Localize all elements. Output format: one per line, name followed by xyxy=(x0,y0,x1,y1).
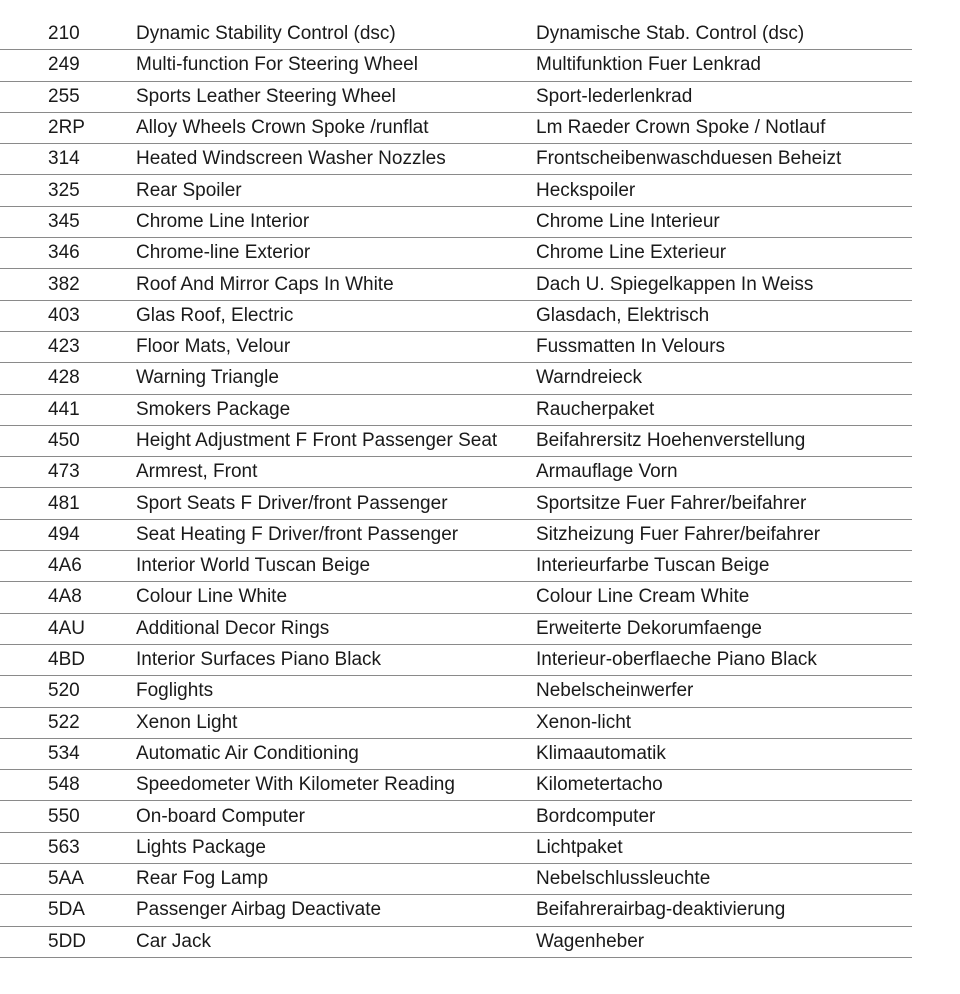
option-english-name: Dynamic Stability Control (dsc) xyxy=(136,19,536,50)
option-english-name: Car Jack xyxy=(136,926,536,957)
table-row xyxy=(0,50,912,81)
option-code: 325 xyxy=(0,175,136,206)
option-code: 494 xyxy=(0,519,136,550)
option-english-name: Rear Spoiler xyxy=(136,175,536,206)
option-code: 5AA xyxy=(0,864,136,895)
option-english-name: Colour Line White xyxy=(136,582,536,613)
option-english-name: Floor Mats, Velour xyxy=(136,331,536,362)
table-row xyxy=(0,738,912,769)
option-german-name: Interieur-oberflaeche Piano Black xyxy=(536,644,912,675)
options-table-body xyxy=(0,19,912,957)
option-english-name: Multi-function For Steering Wheel xyxy=(136,50,536,81)
table-row xyxy=(0,331,912,362)
table-row xyxy=(0,770,912,801)
table-row xyxy=(0,676,912,707)
table-row xyxy=(0,488,912,519)
option-code: 548 xyxy=(0,770,136,801)
option-german-name: Heckspoiler xyxy=(536,175,912,206)
option-german-name: Dach U. Spiegelkappen In Weiss xyxy=(536,269,912,300)
option-english-name: Foglights xyxy=(136,676,536,707)
option-code: 255 xyxy=(0,81,136,112)
option-english-name: Chrome Line Interior xyxy=(136,206,536,237)
option-english-name: Glas Roof, Electric xyxy=(136,300,536,331)
option-code: 450 xyxy=(0,425,136,456)
table-row xyxy=(0,19,912,50)
option-german-name: Lm Raeder Crown Spoke / Notlauf xyxy=(536,112,912,143)
option-code: 481 xyxy=(0,488,136,519)
option-english-name: Seat Heating F Driver/front Passenger xyxy=(136,519,536,550)
option-german-name: Sitzheizung Fuer Fahrer/beifahrer xyxy=(536,519,912,550)
option-german-name: Glasdach, Elektrisch xyxy=(536,300,912,331)
option-german-name: Nebelscheinwerfer xyxy=(536,676,912,707)
option-code: 210 xyxy=(0,19,136,50)
option-german-name: Chrome Line Interieur xyxy=(536,206,912,237)
table-row xyxy=(0,551,912,582)
option-german-name: Multifunktion Fuer Lenkrad xyxy=(536,50,912,81)
option-code: 441 xyxy=(0,394,136,425)
option-german-name: Interieurfarbe Tuscan Beige xyxy=(536,551,912,582)
option-english-name: Roof And Mirror Caps In White xyxy=(136,269,536,300)
option-code: 520 xyxy=(0,676,136,707)
option-code: 522 xyxy=(0,707,136,738)
table-row xyxy=(0,644,912,675)
option-german-name: Frontscheibenwaschduesen Beheizt xyxy=(536,144,912,175)
options-table xyxy=(0,19,912,958)
option-english-name: Alloy Wheels Crown Spoke /runflat xyxy=(136,112,536,143)
option-english-name: Automatic Air Conditioning xyxy=(136,738,536,769)
option-english-name: Warning Triangle xyxy=(136,363,536,394)
option-german-name: Beifahrerairbag-deaktivierung xyxy=(536,895,912,926)
option-german-name: Colour Line Cream White xyxy=(536,582,912,613)
option-german-name: Bordcomputer xyxy=(536,801,912,832)
option-german-name: Klimaautomatik xyxy=(536,738,912,769)
option-code: 346 xyxy=(0,238,136,269)
option-english-name: Passenger Airbag Deactivate xyxy=(136,895,536,926)
option-code: 4A8 xyxy=(0,582,136,613)
table-row xyxy=(0,582,912,613)
table-row xyxy=(0,801,912,832)
table-row xyxy=(0,175,912,206)
table-row xyxy=(0,206,912,237)
option-german-name: Kilometertacho xyxy=(536,770,912,801)
option-code: 314 xyxy=(0,144,136,175)
option-english-name: Chrome-line Exterior xyxy=(136,238,536,269)
table-row xyxy=(0,112,912,143)
option-german-name: Fussmatten In Velours xyxy=(536,331,912,362)
option-code: 534 xyxy=(0,738,136,769)
option-english-name: Height Adjustment F Front Passenger Seat xyxy=(136,425,536,456)
option-german-name: Xenon-licht xyxy=(536,707,912,738)
table-row xyxy=(0,81,912,112)
table-row xyxy=(0,144,912,175)
table-row xyxy=(0,832,912,863)
table-row xyxy=(0,238,912,269)
table-row xyxy=(0,926,912,957)
table-row xyxy=(0,269,912,300)
option-german-name: Warndreieck xyxy=(536,363,912,394)
table-row xyxy=(0,457,912,488)
option-german-name: Chrome Line Exterieur xyxy=(536,238,912,269)
option-english-name: Lights Package xyxy=(136,832,536,863)
option-english-name: Interior World Tuscan Beige xyxy=(136,551,536,582)
option-english-name: On-board Computer xyxy=(136,801,536,832)
option-code: 4BD xyxy=(0,644,136,675)
option-german-name: Nebelschlussleuchte xyxy=(536,864,912,895)
table-row xyxy=(0,613,912,644)
option-english-name: Interior Surfaces Piano Black xyxy=(136,644,536,675)
table-row xyxy=(0,707,912,738)
option-german-name: Erweiterte Dekorumfaenge xyxy=(536,613,912,644)
table-row xyxy=(0,425,912,456)
table-row xyxy=(0,394,912,425)
option-english-name: Armrest, Front xyxy=(136,457,536,488)
option-code: 5DA xyxy=(0,895,136,926)
option-english-name: Additional Decor Rings xyxy=(136,613,536,644)
option-code: 5DD xyxy=(0,926,136,957)
option-english-name: Xenon Light xyxy=(136,707,536,738)
option-english-name: Sports Leather Steering Wheel xyxy=(136,81,536,112)
option-code: 4AU xyxy=(0,613,136,644)
option-code: 428 xyxy=(0,363,136,394)
option-german-name: Raucherpaket xyxy=(536,394,912,425)
table-row xyxy=(0,895,912,926)
table-row xyxy=(0,864,912,895)
table-row xyxy=(0,363,912,394)
option-code: 249 xyxy=(0,50,136,81)
option-code: 2RP xyxy=(0,112,136,143)
option-german-name: Dynamische Stab. Control (dsc) xyxy=(536,19,912,50)
option-german-name: Beifahrersitz Hoehenverstellung xyxy=(536,425,912,456)
option-english-name: Rear Fog Lamp xyxy=(136,864,536,895)
option-english-name: Speedometer With Kilometer Reading xyxy=(136,770,536,801)
option-code: 550 xyxy=(0,801,136,832)
option-code: 4A6 xyxy=(0,551,136,582)
option-code: 423 xyxy=(0,331,136,362)
option-german-name: Wagenheber xyxy=(536,926,912,957)
option-code: 345 xyxy=(0,206,136,237)
table-row xyxy=(0,519,912,550)
option-german-name: Armauflage Vorn xyxy=(536,457,912,488)
option-code: 473 xyxy=(0,457,136,488)
option-code: 403 xyxy=(0,300,136,331)
option-german-name: Sportsitze Fuer Fahrer/beifahrer xyxy=(536,488,912,519)
option-code: 382 xyxy=(0,269,136,300)
table-row xyxy=(0,300,912,331)
option-code: 563 xyxy=(0,832,136,863)
option-german-name: Sport-lederlenkrad xyxy=(536,81,912,112)
option-german-name: Lichtpaket xyxy=(536,832,912,863)
option-english-name: Sport Seats F Driver/front Passenger xyxy=(136,488,536,519)
option-english-name: Heated Windscreen Washer Nozzles xyxy=(136,144,536,175)
option-english-name: Smokers Package xyxy=(136,394,536,425)
